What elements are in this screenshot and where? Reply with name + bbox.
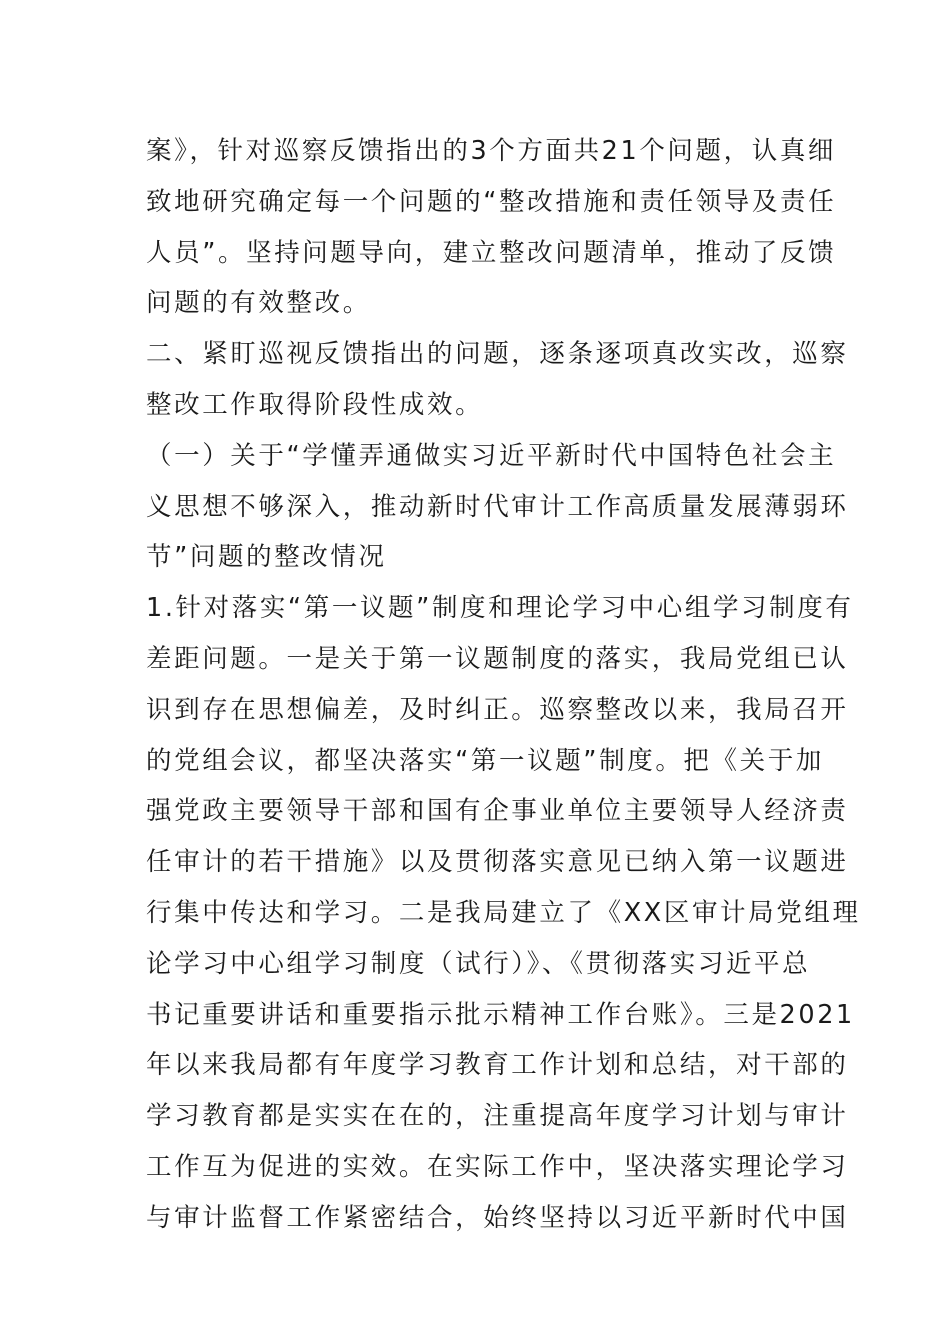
text-line: 识到存在思想偏差，及时纠正。巡察整改以来，我局召开 — [146, 694, 849, 725]
text-line: 论学习中心组学习制度（试行）》、《贯彻落实习近平总 — [146, 948, 811, 979]
text-line: 行集中传达和学习。二是我局建立了《XX区审计局党组理 — [146, 897, 861, 928]
subsection-heading-line: （一）关于“学懂弄通做实习近平新时代中国特色社会主 — [146, 440, 837, 471]
text-line: 年以来我局都有年度学习教育工作计划和总结，对干部的 — [146, 1050, 849, 1081]
text-line: 差距问题。一是关于第一议题制度的落实，我局党组已认 — [146, 643, 849, 674]
text-line: 书记重要讲话和重要指示批示精神工作台账》。三是2021 — [146, 999, 855, 1030]
document-body — [146, 126, 861, 1244]
subsection-heading-line: 节”问题的整改情况 — [146, 542, 387, 573]
section-heading-line: 整改工作取得阶段性成效。 — [146, 389, 484, 420]
text-line: 案》，针对巡察反馈指出的3个方面共21个问题，认真细 — [146, 136, 837, 166]
text-line: 1.针对落实“第一议题”制度和理论学习中心组学习制度有 — [146, 593, 854, 624]
text-line: 工作互为促进的实效。在实际工作中，坚决落实理论学习 — [146, 1151, 849, 1182]
text-line: 人员”。坚持问题导向，建立整改问题清单，推动了反馈 — [146, 237, 837, 268]
text-line: 的党组会议，都坚决落实“第一议题”制度。把《关于加 — [146, 745, 824, 776]
text-line: 与审计监督工作紧密结合，始终坚持以习近平新时代中国 — [146, 1202, 849, 1233]
text-line: 任审计的若干措施》以及贯彻落实意见已纳入第一议题进 — [146, 847, 849, 878]
text-line: 问题的有效整改。 — [146, 288, 371, 319]
text-line: 强党政主要领导干部和国有企事业单位主要领导人经济责 — [146, 796, 849, 827]
section-heading-line: 二、紧盯巡视反馈指出的问题，逐条逐项真改实改，巡察 — [146, 339, 849, 370]
text-line: 学习教育都是实实在在的，注重提高年度学习计划与审计 — [146, 1101, 849, 1132]
subsection-heading-line: 义思想不够深入，推动新时代审计工作高质量发展薄弱环 — [146, 491, 849, 522]
text-line: 致地研究确定每一个问题的“整改措施和责任领导及责任 — [146, 186, 837, 217]
